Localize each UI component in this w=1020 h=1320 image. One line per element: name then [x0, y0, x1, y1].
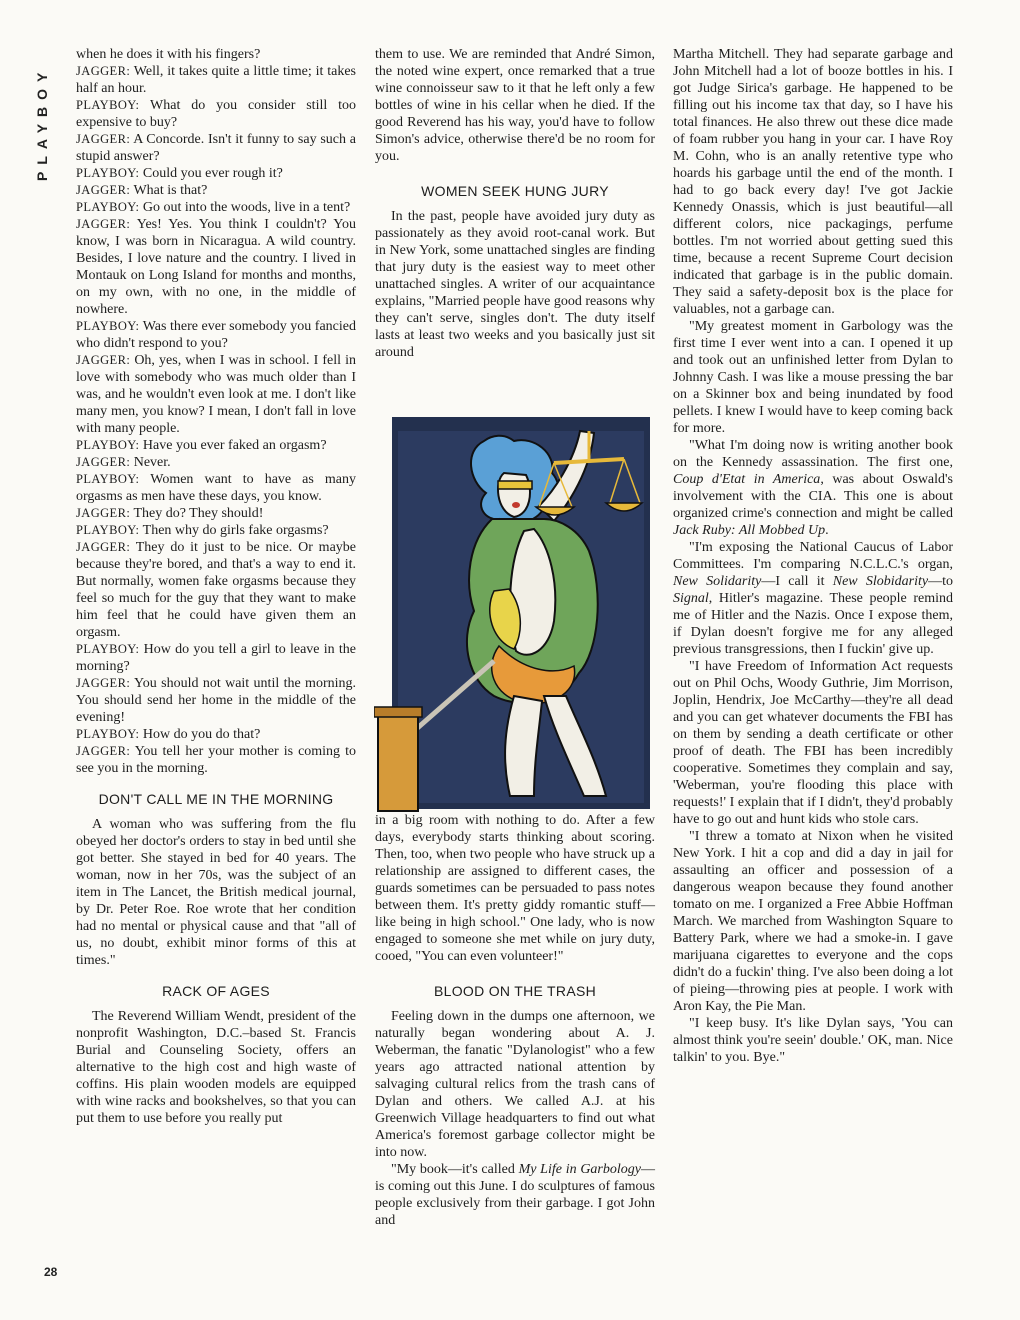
interview-line: [76, 63, 356, 97]
heading-blood-on-trash: BLOOD ON THE TRASH: [433, 983, 597, 999]
interview-line: [76, 199, 356, 216]
p3-text-b: , was about Oswald's involvement with the CIA. This one is about organized crime's connection and might be called: [673, 472, 954, 521]
speaker-text: Women want to have as many orgasms as men have these days, you know.: [76, 472, 356, 504]
speaker-label: PLAYBOY:: [76, 642, 140, 656]
speaker-label: JAGGER:: [76, 183, 131, 197]
column-3: [673, 46, 953, 1066]
speaker-text: What is that?: [130, 183, 208, 198]
interview-line: [76, 182, 356, 199]
article-coffins: The Reverend William Wendt, president of the nonprofit Washington, D.C.–based St. Francis Burial and Counseling Society, offers an alternative to the high cost and high waste of coffins. His plain wooden models are equipped with wine racks and bookshelves, so that you can put them to use before you really put: [76, 1009, 356, 1126]
speaker-text: Then why do girls fake orgasms?: [139, 523, 329, 538]
interview-line: [76, 675, 356, 726]
speaker-label: JAGGER:: [76, 217, 131, 231]
interview-line: [76, 216, 356, 318]
speaker-label: JAGGER:: [76, 744, 131, 758]
speaker-text: How do you tell a girl to leave in the morning?: [76, 642, 356, 674]
speaker-text: Oh, yes, when I was in school. I fell in love with somebody who was much older than I was, and he wouldn't even look at me. I don't like many men, you know? I mean, I don't fall in love with many people.: [76, 353, 356, 436]
p4-text-a: "I'm exposing the National Caucus of Labor Committees. I'm comparing N.C.L.C.'s organ,: [673, 540, 953, 572]
weberman-para-2: "My greatest moment in Garbology was the first time I ever went into a can. I opened it up and took out an unfinished letter from Dylan to Johnny Cash. I was like a mouse pressing the bar on a Skinner box and being inundated by food pellets. I knew I would have to keep coming back for more.: [673, 319, 953, 436]
interview-line: [76, 352, 356, 437]
book-text-b: —is coming out this June. I do sculptures of famous people exclusively from their garbage. I got John and: [375, 1162, 655, 1228]
interview-line: [76, 97, 356, 131]
speaker-label: JAGGER:: [76, 455, 131, 469]
column-2-top: [375, 46, 655, 361]
p4-title-1: New Solidarity: [673, 574, 762, 589]
speaker-text: Have you ever faked an orgasm?: [139, 438, 327, 453]
book-title: My Life in Garbology: [518, 1162, 641, 1177]
weberman-para-3: [673, 437, 953, 539]
blindfold: [498, 481, 532, 489]
interview-line: [76, 471, 356, 505]
speaker-label: PLAYBOY:: [76, 166, 140, 180]
heading-hung-jury: WOMEN SEEK HUNG JURY: [421, 183, 609, 199]
p3-title-jack-ruby: Jack Ruby: All Mobbed Up: [673, 523, 826, 538]
speaker-label: PLAYBOY:: [76, 319, 140, 333]
interview-line: [76, 505, 356, 522]
weberman-para-1: Martha Mitchell. They had separate garbage and John Mitchell had a lot of booze bottles in his. I got Judge Sirica's garbage. He happened to be filling out his income tax that day, so I have his total finances. He also threw out these dice made of foam rubber you hang in your car. I have Roy M. Cohn, who is an anally retentive type who hoards his garbage until the end of the month. I had to go back every day! I've got Jackie Kennedy Onassis, which is just beautiful—all different colors, nice packagings, perfume bottles. I'm not worried about getting sued this time, because a recent Supreme Court decision indicated that garbage is in the public domain. They said a safety-deposit box is the place for valuables, not a garbage can.: [673, 47, 953, 317]
speaker-text: Never.: [130, 455, 171, 470]
speaker-text: You should not wait until the morning. You should send her home in the middle of the evening!: [76, 676, 356, 725]
speaker-label: PLAYBOY:: [76, 200, 140, 214]
speaker-label: JAGGER:: [76, 506, 131, 520]
interview-line: [76, 131, 356, 165]
speaker-text: They do it just to be nice. Or maybe because they're bored, and that's a way to end it. But normally, women fake orgasms because they feel so much for the guy that they want to make him feel that he could have given them an orgasm.: [76, 540, 356, 640]
weberman-para-7: "I keep busy. It's like Dylan says, 'You can almost think you're seein' double.' OK, man. Nice talkin' to you. Bye.": [673, 1016, 953, 1065]
p4-title-2: New Slobidarity: [832, 574, 929, 589]
speaker-text: when he does it with his fingers?: [76, 47, 261, 62]
speaker-label: JAGGER:: [76, 540, 131, 554]
lady-justice-illustration: [374, 411, 656, 813]
article-weberman-book: [375, 1161, 655, 1229]
column-1: [76, 46, 356, 1127]
p3-title-coup: Coup d'Etat in America: [673, 472, 821, 487]
article-weberman-intro: Feeling down in the dumps one afternoon, we naturally began wondering about A. J. Weberman, the fanatic "Dylanologist" who a few years ago attracted national attention by salvaging cultural relics from the trash cans of Dylan and others. We called A.J. at his Greenwich Village headquarters to find out what America's foremost garbage collector might be into now.: [375, 1009, 655, 1160]
interview-line: [76, 46, 356, 63]
speaker-text: What do you consider still too expensive to buy?: [76, 98, 356, 130]
speaker-label: JAGGER:: [76, 132, 131, 146]
p4-title-3: Signal: [673, 591, 709, 606]
weberman-para-6: "I threw a tomato at Nixon when he visited New York. I hit a cop and did a day in jail for assaulting an officer and possession of a dangerous weapon because they found another tomato on me. I organized a Free Abbie Hoffman March. We marched from Washington Square to Battery Park, where we had a smoke-in. I gave marijuana cigarettes to everyone and the cops didn't do a fuckin' thing. I've also been doing a lot of pieing—throwing pies at people. I work with Aron Kay, the Pie Man.: [673, 829, 953, 1014]
speaker-text: They do? They should!: [130, 506, 264, 521]
interview-line: [76, 743, 356, 777]
speaker-text: How do you do that?: [139, 727, 261, 742]
interview-line: [76, 454, 356, 471]
heading-dont-call-me: DON'T CALL ME IN THE MORNING: [98, 791, 334, 807]
p3-text-c: .: [825, 523, 829, 538]
p4-text-b: —I call it: [761, 574, 833, 589]
speaker-label: JAGGER:: [76, 353, 131, 367]
interview-line: [76, 522, 356, 539]
speaker-text: Yes! Yes. You think I couldn't? You know, I was born in Nicaragua. A wild country. Besides, I love nature and the country. I lived in Montauk on Long Island for months and months, on my own, with no one, in the middle of nowhere.: [76, 217, 356, 317]
weberman-para-4: [673, 539, 953, 658]
speaker-label: JAGGER:: [76, 64, 131, 78]
speaker-text: Was there ever somebody you fancied who didn't respond to you?: [76, 319, 356, 351]
article-bed-woman: A woman who was suffering from the flu obeyed her doctor's orders to stay in bed until she got better. She stayed in bed for 40 years. The woman, now in her 70s, was the subject of an item in The Lancet, the British medical journal, by Dr. Peter Roe. Roe wrote that her condition had no mental or physical cause and that "all of us, no doubt, exhibit minor forms of this at times.": [76, 817, 356, 968]
speaker-label: PLAYBOY:: [76, 523, 140, 537]
article-coffins-cont: them to use. We are reminded that André Simon, the noted wine expert, once remarked that a true wine connoisseur saw to it that he left only a few bottles of wine in his cellar when he died. If the good Reverend has his way, you'd have to follow Simon's advice, otherwise there'd be no room for you.: [375, 47, 655, 164]
sword-hilt-column: [378, 711, 418, 811]
interview-line: [76, 165, 356, 182]
p3-text-a: "What I'm doing now is writing another book on the Kennedy assassination. The first one,: [673, 438, 953, 470]
interview-line: [76, 437, 356, 454]
magazine-name-vertical: PLAYBOY: [34, 65, 50, 181]
interview-text: [76, 46, 356, 777]
mouth: [512, 502, 520, 508]
speaker-label: PLAYBOY:: [76, 98, 140, 112]
column-cap: [374, 707, 422, 717]
book-text-a: "My book—it's called: [391, 1162, 519, 1177]
article-jury-part1: In the past, people have avoided jury duty as passionately as they avoid root-canal work. But in New York, some unattached singles are finding that jury duty is the easiest way to meet other unattached singles. A writer of our acquaintance explains, "Married people have good reasons why they can't serve, singles don't. The duty itself lasts at least two weeks and you basically just sit around: [375, 209, 655, 360]
speaker-label: PLAYBOY:: [76, 727, 140, 741]
speaker-label: PLAYBOY:: [76, 472, 140, 486]
speaker-label: JAGGER:: [76, 676, 131, 690]
speaker-text: You tell her your mother is coming to see you in the morning.: [76, 744, 356, 776]
column-2-bottom: [375, 812, 655, 1229]
interview-line: [76, 318, 356, 352]
heading-rack-of-ages: RACK OF AGES: [162, 983, 270, 999]
speaker-text: Well, it takes quite a little time; it takes half an hour.: [76, 64, 356, 96]
page-number: 28: [44, 1265, 58, 1279]
interview-line: [76, 641, 356, 675]
speaker-text: Go out into the woods, live in a tent?: [139, 200, 351, 215]
interview-line: [76, 726, 356, 743]
interview-line: [76, 539, 356, 641]
p4-text-d: , Hitler's magazine. These people remind me of Hitler and the Nazis. Once I expose them, if Dylan doesn't forgive me for any alleged previous transgressions, then I fuckin' give up.: [673, 591, 953, 657]
speaker-text: Could you ever rough it?: [139, 166, 283, 181]
speaker-text: A Concorde. Isn't it funny to say such a stupid answer?: [76, 132, 356, 164]
p4-text-c: —to: [928, 574, 953, 589]
article-jury-part2: in a big room with nothing to do. After a few days, everybody starts thinking about scoring. Then, too, when two people who have struck up a relationship are assigned to different cases, the guards sometimes can be persuaded to pass notes between them. It's pretty giddy romantic stuff—like being in high school." One lady, who is now engaged to someone she met while on jury duty, cooed, "You can even volunteer!": [375, 813, 655, 964]
weberman-para-5: "I have Freedom of Information Act requests out on Phil Ochs, Woody Guthrie, Jim Morrison, Joplin, Hendrix, Joe McCarthy—they're all dead and you can get whatever documents the FBI has on them by sending a death certificate or other proof of death. The FBI has been incredibly cooperative. Sometimes they complain and say, 'Weberman, you're flooding this place with requests!' I explain that if I didn't, they'd probably have to go out and hunt kids who stole cars.: [673, 659, 953, 827]
speaker-label: PLAYBOY:: [76, 438, 140, 452]
